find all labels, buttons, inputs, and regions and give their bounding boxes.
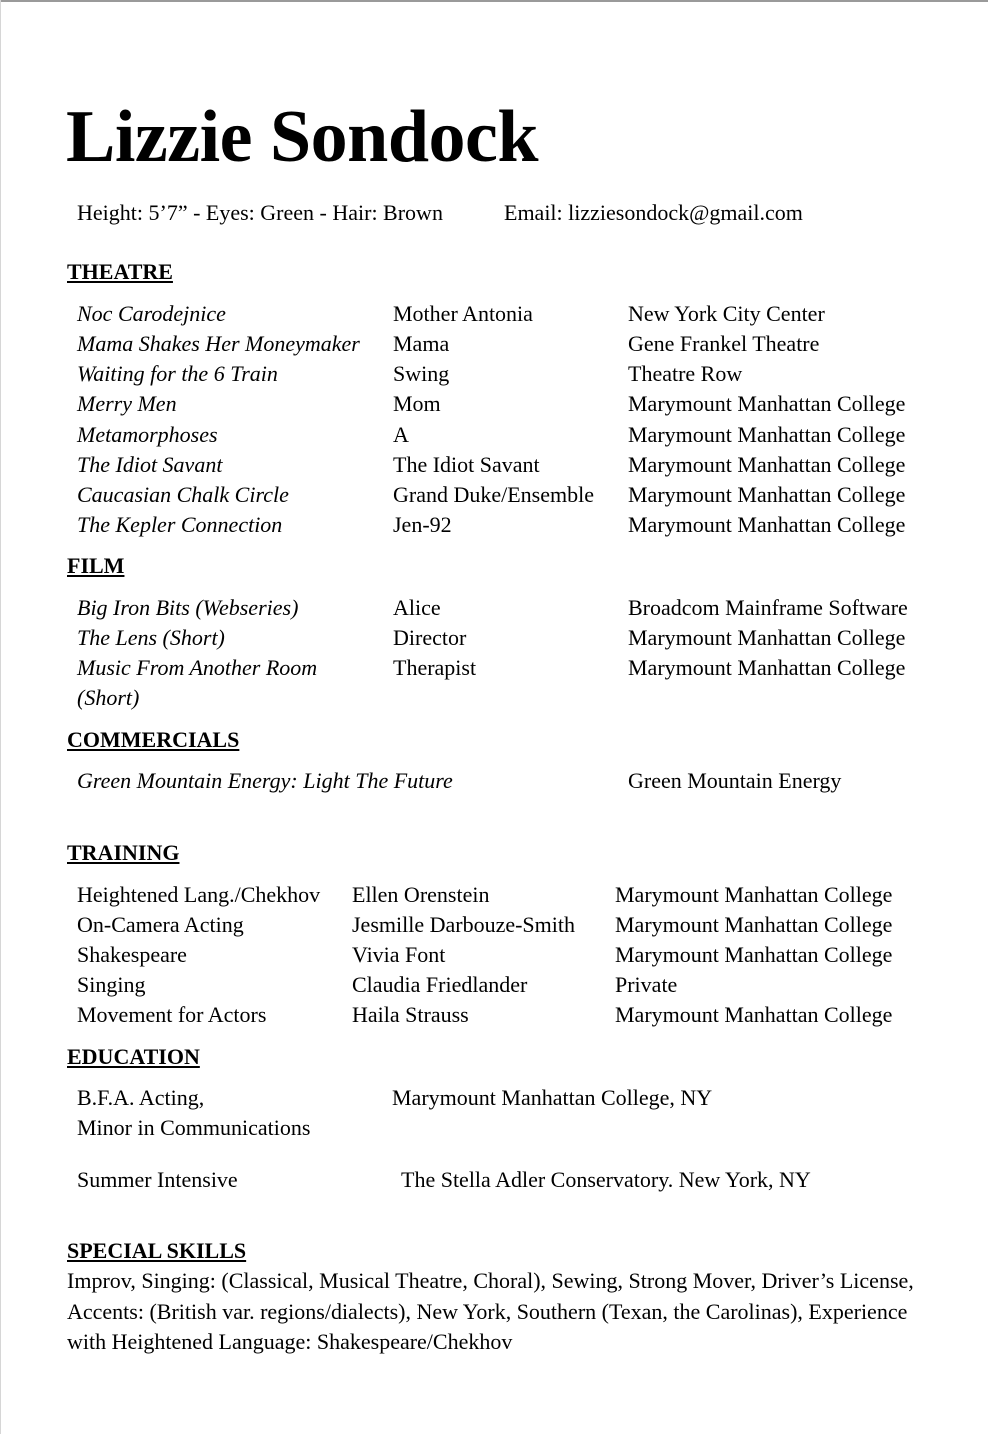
- credit-role: The Idiot Savant: [393, 452, 540, 477]
- credit-venue: New York City Center: [628, 301, 825, 326]
- credit-role: Grand Duke/Ensemble: [393, 482, 594, 507]
- education-degree: Summer Intensive: [77, 1167, 238, 1192]
- special-skills-text: Improv, Singing: (Classical, Musical Theatre, Choral), Sewing, Strong Mover, Driver’s License, Accents: (British var. regions/dialects), New York, Southern (Texan, the Carolinas), Experience with Heightened Language: Shakespeare/Chekhov: [67, 1268, 914, 1354]
- credit-title: Waiting for the 6 Train: [77, 361, 278, 386]
- credit-role: Mother Antonia: [393, 301, 533, 326]
- credit-title: Big Iron Bits (Webseries): [77, 595, 299, 620]
- credit-venue: Marymount Manhattan College: [628, 655, 906, 680]
- credit-role: Jen-92: [393, 512, 452, 537]
- credit-venue: Theatre Row: [628, 361, 743, 386]
- credit-role: Mom: [393, 391, 441, 416]
- training-teacher: Haila Strauss: [352, 1002, 469, 1027]
- credit-role: Therapist: [393, 655, 477, 680]
- theatre-heading: THEATRE: [67, 259, 173, 284]
- credit-venue: Marymount Manhattan College: [628, 512, 906, 537]
- credit-title: Noc Carodejnice: [77, 301, 226, 326]
- credit-role: A: [393, 422, 409, 447]
- credit-venue: Broadcom Mainframe Software: [628, 595, 908, 620]
- training-teacher: Claudia Friedlander: [352, 972, 528, 997]
- training-course: Shakespeare: [77, 942, 187, 967]
- credit-venue: Green Mountain Energy: [628, 768, 842, 793]
- credit-venue: Marymount Manhattan College: [628, 625, 906, 650]
- credit-title: Caucasian Chalk Circle: [77, 482, 289, 507]
- training-school: Marymount Manhattan College: [615, 912, 893, 937]
- credit-venue: Marymount Manhattan College: [628, 422, 906, 447]
- credit-role: Director: [393, 625, 467, 650]
- training-course: Singing: [77, 972, 146, 997]
- email: Email: lizziesondock@gmail.com: [504, 200, 803, 225]
- credit-title-continued: (Short): [77, 685, 140, 710]
- commercials-heading: COMMERCIALS: [67, 727, 240, 752]
- training-school: Private: [615, 972, 678, 997]
- training-heading: TRAINING: [67, 840, 180, 865]
- credit-venue: Gene Frankel Theatre: [628, 331, 820, 356]
- education-school: The Stella Adler Conservatory. New York, NY: [401, 1167, 811, 1192]
- education-degree: B.F.A. Acting,: [77, 1085, 205, 1110]
- education-degree-continued: Minor in Communications: [77, 1115, 311, 1140]
- credit-title: The Idiot Savant: [77, 452, 223, 477]
- credit-role: Alice: [393, 595, 441, 620]
- training-teacher: Jesmille Darbouze-Smith: [352, 912, 576, 937]
- page-top-border: [0, 0, 988, 2]
- education-heading: EDUCATION: [67, 1044, 200, 1069]
- page-left-border: [0, 0, 1, 1434]
- credit-title: Mama Shakes Her Moneymaker: [77, 331, 360, 356]
- performer-name: Lizzie Sondock: [66, 96, 538, 178]
- education-school: Marymount Manhattan College, NY: [392, 1085, 713, 1110]
- credit-venue: Marymount Manhattan College: [628, 482, 906, 507]
- credit-title: Music From Another Room: [77, 655, 318, 680]
- training-teacher: Ellen Orenstein: [352, 882, 490, 907]
- training-school: Marymount Manhattan College: [615, 882, 893, 907]
- special-skills-heading: SPECIAL SKILLS: [67, 1238, 247, 1263]
- credit-title: Green Mountain Energy: Light The Future: [77, 768, 453, 793]
- training-school: Marymount Manhattan College: [615, 1002, 893, 1027]
- film-heading: FILM: [67, 553, 125, 578]
- credit-role: Swing: [393, 361, 450, 386]
- credit-role: Mama: [393, 331, 450, 356]
- credit-title: Metamorphoses: [77, 422, 218, 447]
- credit-title: Merry Men: [77, 391, 177, 416]
- training-course: On-Camera Acting: [77, 912, 244, 937]
- credit-venue: Marymount Manhattan College: [628, 452, 906, 477]
- credit-venue: Marymount Manhattan College: [628, 391, 906, 416]
- credit-title: The Kepler Connection: [77, 512, 283, 537]
- physical-stats: Height: 5’7” - Eyes: Green - Hair: Brown: [77, 200, 443, 225]
- credit-title: The Lens (Short): [77, 625, 225, 650]
- training-course: Heightened Lang./Chekhov: [77, 882, 321, 907]
- training-teacher: Vivia Font: [352, 942, 446, 967]
- training-school: Marymount Manhattan College: [615, 942, 893, 967]
- training-course: Movement for Actors: [77, 1002, 267, 1027]
